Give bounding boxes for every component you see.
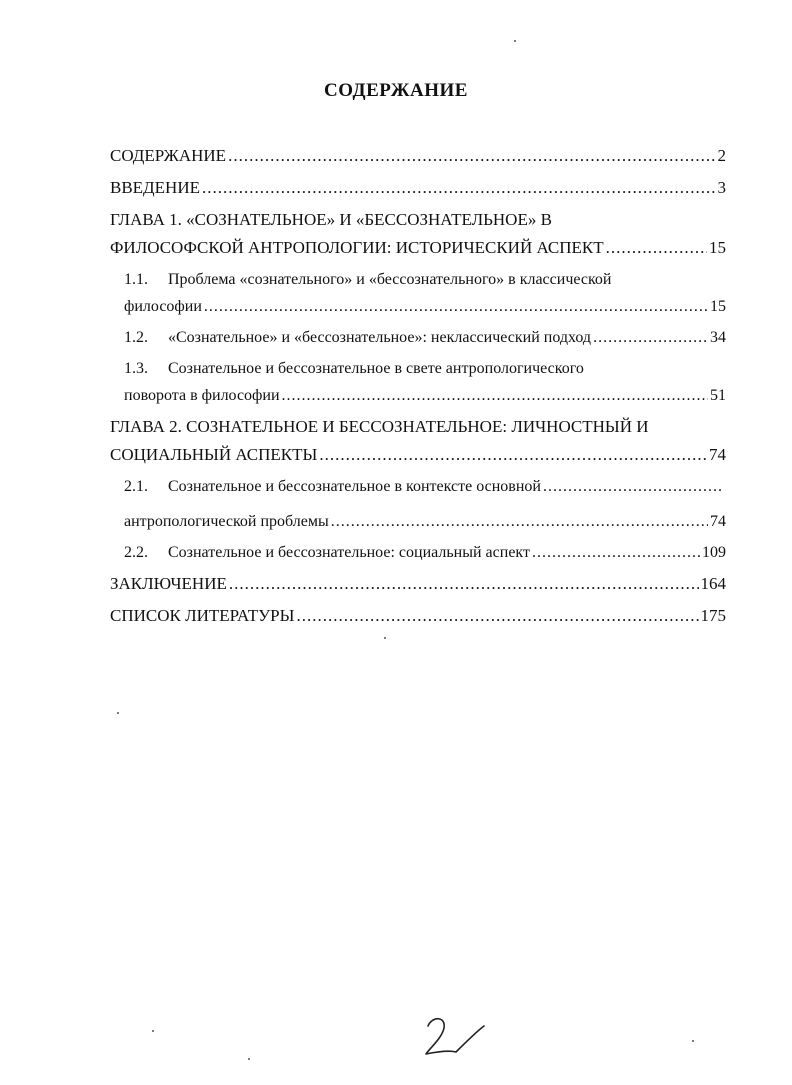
page-title: СОДЕРЖАНИЕ (324, 80, 468, 101)
leader-dots (331, 508, 708, 535)
toc-entry-title: «Сознательное» и «бессознательное»: неклассический подход (168, 329, 592, 346)
scan-speck (117, 712, 119, 714)
toc-entry-title: ЗАКЛЮЧЕНИЕ (110, 574, 227, 593)
toc-section-number: 1.2. (124, 329, 148, 346)
toc-entry-title: Сознательное и бессознательное в свете антропологического (168, 360, 584, 377)
toc-entry-section-2-2[interactable] (110, 539, 726, 566)
scan-speck (384, 637, 386, 639)
toc-entry-conclusion[interactable] (110, 570, 726, 598)
leader-dots (296, 602, 698, 630)
leader-dots (532, 539, 700, 566)
toc-section-number: 2.1. (124, 478, 148, 495)
toc-page-number: 34 (710, 329, 726, 346)
toc-page-number: 175 (700, 606, 726, 625)
toc-page-number: 74 (709, 445, 726, 464)
toc-page-number: 51 (710, 387, 726, 404)
toc-entry-title: СОДЕРЖАНИЕ (110, 146, 227, 165)
toc-page-number: 15 (709, 238, 726, 257)
toc-entry-title-cont: философии (124, 298, 202, 315)
toc-section-number: 1.3. (124, 360, 148, 377)
toc-entry-section-1-1[interactable] (110, 266, 726, 320)
toc-entry-bibliography[interactable] (110, 602, 726, 630)
scan-speck (514, 40, 516, 42)
toc-entry-title-cont: антропологической проблемы (124, 513, 329, 530)
toc-page-number: 109 (702, 544, 726, 561)
toc-entry-title: Проблема «сознательного» и «бессознательного» в классической (168, 271, 612, 288)
toc-section-number: 1.1. (124, 271, 148, 288)
toc-page-number: 74 (710, 513, 726, 530)
toc-page-number: 3 (717, 178, 726, 197)
leader-dots (204, 293, 708, 320)
toc-entry-section-2-1[interactable] (110, 473, 726, 535)
toc-entry-title-cont: поворота в философии (124, 387, 280, 404)
table-of-contents (110, 142, 726, 630)
toc-entry-title-cont: ФИЛОСОФСКОЙ АНТРОПОЛОГИИ: ИСТОРИЧЕСКИЙ АСПЕКТ (110, 238, 604, 257)
leader-dots (229, 570, 699, 598)
leader-dots (543, 473, 724, 500)
leader-dots (319, 441, 707, 469)
toc-entry-title: Сознательное и бессознательное: социальный аспект (168, 544, 530, 561)
toc-entry-title: ВВЕДЕНИЕ (110, 178, 200, 197)
toc-page-number: 2 (717, 146, 726, 165)
scan-speck (692, 1040, 694, 1042)
toc-entry-chapter-2[interactable] (110, 413, 726, 469)
toc-entry-title-cont: СОЦИАЛЬНЫЙ АСПЕКТЫ (110, 445, 318, 464)
toc-section-number: 2.2. (124, 544, 148, 561)
scan-speck (152, 1030, 154, 1032)
toc-entry-title: ГЛАВА 2. СОЗНАТЕЛЬНОЕ И БЕССОЗНАТЕЛЬНОЕ: ЛИЧНОСТНЫЙ И (110, 417, 649, 436)
toc-page-number: 15 (710, 298, 726, 315)
leader-dots (202, 174, 716, 202)
handwritten-two-icon (420, 1012, 490, 1062)
toc-entry-title: СПИСОК ЛИТЕРАТУРЫ (110, 606, 295, 625)
toc-entry-chapter-1[interactable] (110, 206, 726, 262)
toc-entry-contents[interactable] (110, 142, 726, 170)
toc-entry-title: Сознательное и бессознательное в контексте основной (168, 478, 541, 495)
leader-dots (282, 382, 708, 409)
handwritten-page-number (420, 1012, 490, 1062)
toc-page-number: 164 (700, 574, 726, 593)
leader-dots (606, 234, 707, 262)
leader-dots (593, 324, 708, 351)
toc-entry-section-1-2[interactable] (110, 324, 726, 351)
toc-entry-section-1-3[interactable] (110, 355, 726, 409)
toc-entry-title: ГЛАВА 1. «СОЗНАТЕЛЬНОЕ» И «БЕССОЗНАТЕЛЬНОЕ» В (110, 210, 552, 229)
leader-dots (228, 142, 715, 170)
scan-speck (248, 1058, 250, 1060)
toc-entry-introduction[interactable] (110, 174, 726, 202)
